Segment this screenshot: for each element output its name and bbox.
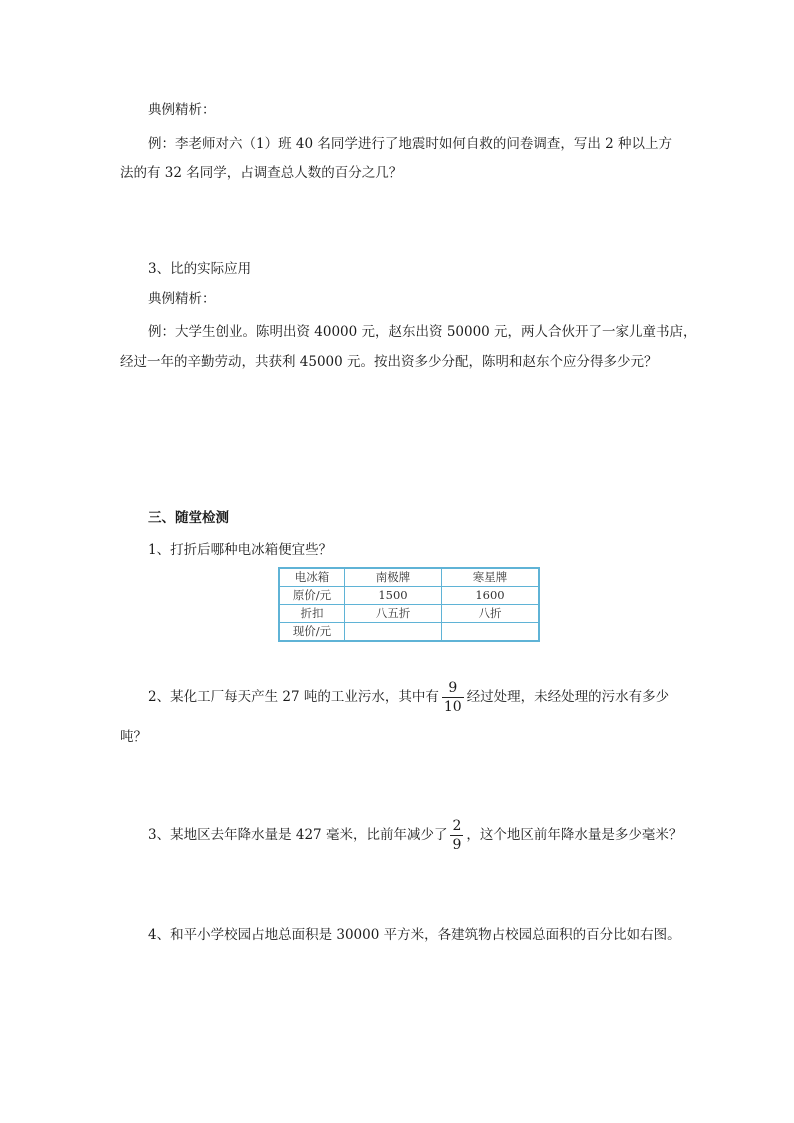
- table-row: [279, 587, 539, 605]
- fraction-two-ninths: [450, 817, 463, 854]
- table-header-cell: 南极牌: [345, 568, 442, 587]
- table-row: [279, 623, 539, 642]
- question-3-text-before: 3、某地区去年降水量是 427 毫米，比前年减少了: [148, 827, 448, 843]
- table-cell: [345, 623, 442, 642]
- example-1-text-line2: 法的有 32 名同学，占调查总人数的百分之几？: [120, 165, 403, 181]
- question-3-text-after: ，这个地区前年降水量是多少毫米？: [466, 827, 683, 843]
- table-cell: 折扣: [279, 605, 345, 623]
- table-cell: 1500: [345, 587, 442, 605]
- table-header-row: [279, 568, 539, 587]
- table-cell: 八五折: [345, 605, 442, 623]
- fraction-nine-tenths: [442, 679, 464, 716]
- table-header-cell: 电冰箱: [279, 568, 345, 587]
- table-cell: 现价/元: [279, 623, 345, 642]
- question-2-line1: [148, 677, 669, 717]
- fraction-denominator: 10: [443, 699, 462, 715]
- table-cell: 八折: [442, 605, 540, 623]
- example-1-text-line1: 例：李老师对六（1）班 40 名同学进行了地震时如何自救的问卷调查，写出 2 种以上方: [148, 136, 673, 152]
- question-2-text-after: 经过处理，未经处理的污水有多少: [466, 689, 670, 705]
- fridge-price-table: [278, 567, 540, 642]
- fraction-numerator: 9: [442, 679, 464, 698]
- table-cell: 原价/元: [279, 587, 345, 605]
- question-2-text-before: 2、某化工厂每天产生 27 吨的工业污水，其中有: [148, 689, 439, 705]
- part-3-title: 三、随堂检测: [148, 510, 229, 526]
- table-cell: 1600: [442, 587, 540, 605]
- table-row: [279, 605, 539, 623]
- question-2-line2: 吨？: [120, 729, 147, 745]
- fraction-numerator: 2: [452, 818, 462, 834]
- example-heading-2: 典例精析：: [148, 291, 216, 307]
- example-2-text-line1: 例：大学生创业。陈明出资 40000 元，赵东出资 50000 元，两人合伙开了一家儿童书店，: [148, 324, 697, 340]
- example-2-text-line2: 经过一年的辛勤劳动，共获利 45000 元。按出资多少分配，陈明和赵东个应分得多少元？: [120, 354, 658, 370]
- section-3-title: 3、比的实际应用: [148, 261, 252, 277]
- table-header-cell: 寒星牌: [442, 568, 540, 587]
- question-4: 4、和平小学校园占地总面积是 30000 平方米，各建筑物占校园总面积的百分比如右图。: [148, 927, 681, 943]
- table-cell: [442, 623, 540, 642]
- example-heading-1: 典例精析：: [148, 102, 216, 118]
- fraction-denominator: 9: [452, 837, 462, 853]
- question-3: [148, 815, 682, 855]
- question-1: 1、打折后哪种电冰箱便宜些？: [148, 542, 333, 558]
